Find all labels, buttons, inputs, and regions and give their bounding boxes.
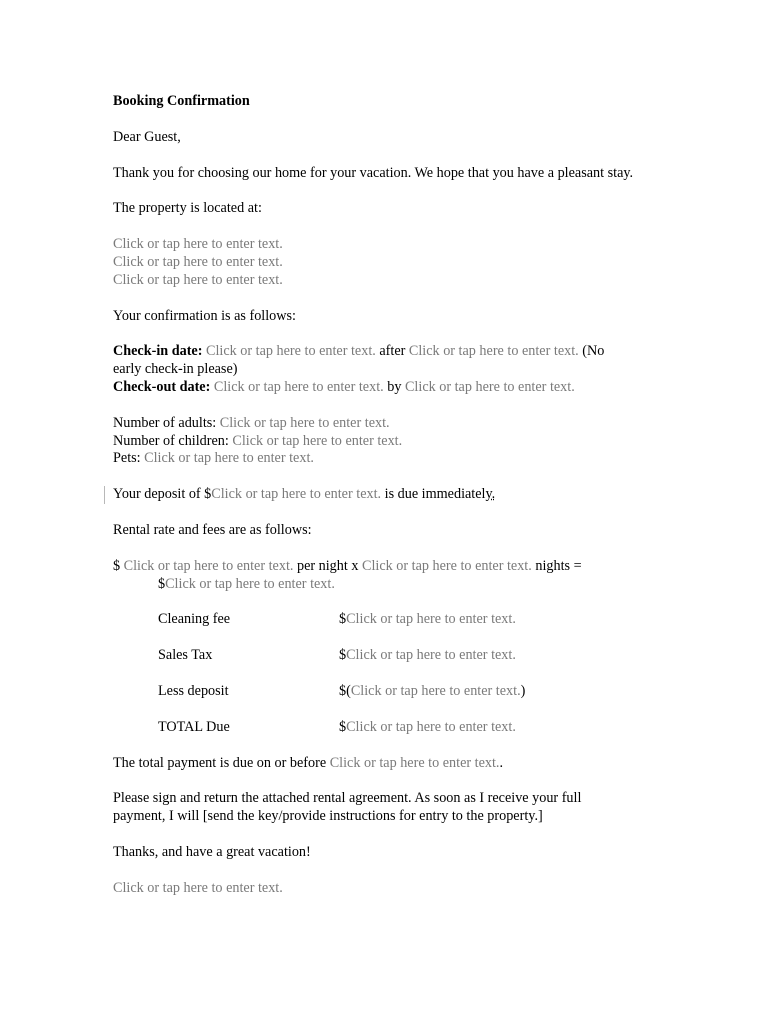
checkout-time-field[interactable]: Click or tap here to enter text. (404, 378, 575, 395)
nightly-rate-field[interactable]: Click or tap here to enter text. (123, 557, 294, 574)
location-label: The property is located at: (113, 200, 262, 217)
sign-paragraph: Please sign and return the attached rental agreement. As soon as I receive your full payment, I will [send the key/provide instructions for entry to the property.] (113, 790, 582, 825)
intro-paragraph: Thank you for choosing our home for your vacation. We hope that you have a pleasant stay. (113, 164, 634, 181)
checkout-date-field[interactable]: Click or tap here to enter text. (213, 378, 384, 395)
fee-value: $Click or tap here to enter text. (339, 647, 516, 664)
fee-value: $(Click or tap here to enter text.) (339, 682, 526, 699)
fee-value: $Click or tap here to enter text. (339, 718, 516, 735)
adults-field[interactable]: Click or tap here to enter text. (219, 414, 390, 431)
rates-label: Rental rate and fees are as follows: (113, 521, 312, 538)
rate-calculation (113, 558, 653, 594)
children-label: Number of children: (113, 432, 229, 449)
fee-row-less-deposit (158, 683, 653, 701)
children-field[interactable]: Click or tap here to enter text. (232, 432, 403, 449)
checkin-note-1: (No (578, 343, 605, 360)
payment-due-prefix: The total payment is due on or before (113, 754, 330, 771)
document-page (113, 93, 653, 916)
children-line (113, 433, 653, 451)
signature-block (113, 880, 653, 898)
document-title: Booking Confirmation (113, 93, 250, 109)
checkin-time-field[interactable]: Click or tap here to enter text. (408, 343, 579, 360)
deposit-suffix: is due immediately (381, 486, 492, 503)
guests-block (113, 415, 653, 468)
address-line-1-field[interactable]: Click or tap here to enter text. (113, 236, 283, 253)
fee-row-sales-tax (158, 647, 653, 665)
fee-value: $Click or tap here to enter text. (339, 611, 516, 628)
payment-due-suffix: . (499, 754, 504, 771)
fee-label: TOTAL Due (158, 718, 230, 735)
fee-row-cleaning (158, 611, 653, 629)
pets-label: Pets: (113, 450, 141, 467)
deposit-prefix: Your deposit of $ (113, 486, 212, 503)
checkout-by-text: by (383, 378, 405, 395)
fee-label: Sales Tax (158, 647, 213, 664)
address-line-3-field[interactable]: Click or tap here to enter text. (113, 271, 283, 288)
checkin-line (113, 343, 653, 361)
total-due-field[interactable]: Click or tap here to enter text. (346, 718, 516, 735)
less-deposit-field[interactable]: Click or tap here to enter text. (350, 682, 521, 699)
pets-field[interactable]: Click or tap here to enter text. (144, 450, 314, 467)
rate-total-line (113, 576, 653, 594)
adults-label: Number of adults: (113, 414, 217, 431)
dates-block (113, 343, 653, 396)
deposit-period: . (491, 486, 496, 503)
greeting: Dear Guest, (113, 128, 181, 145)
checkout-label: Check-out date: (113, 378, 211, 395)
payment-due-date-field[interactable]: Click or tap here to enter text. (329, 754, 500, 771)
deposit-line (113, 486, 653, 504)
sales-tax-field[interactable]: Click or tap here to enter text. (346, 647, 516, 664)
nights-field[interactable]: Click or tap here to enter text. (362, 557, 532, 574)
checkin-note-2: early check-in please) (113, 361, 238, 378)
checkin-label: Check-in date: (113, 343, 203, 360)
address-block (113, 236, 653, 289)
signature-field[interactable]: Click or tap here to enter text. (113, 879, 283, 896)
confirmation-label: Your confirmation is as follows: (113, 307, 296, 324)
checkin-after-text: after (375, 343, 409, 360)
address-line-2-field[interactable]: Click or tap here to enter text. (113, 253, 283, 270)
per-night-text: per night x (293, 557, 362, 574)
fee-label: Cleaning fee (158, 611, 231, 628)
pets-line (113, 450, 653, 468)
payment-due-line (113, 755, 653, 773)
fee-row-total-due (158, 719, 653, 737)
cleaning-fee-field[interactable]: Click or tap here to enter text. (346, 611, 516, 628)
rate-total-dollar: $ (158, 575, 166, 592)
text-cursor (104, 486, 105, 504)
checkout-line (113, 379, 653, 397)
fee-label: Less deposit (158, 682, 229, 699)
deposit-amount-field[interactable]: Click or tap here to enter text. (211, 486, 382, 503)
rate-total-field[interactable]: Click or tap here to enter text. (165, 575, 335, 592)
rate-dollar: $ (113, 557, 124, 574)
checkin-date-field[interactable]: Click or tap here to enter text. (206, 343, 376, 360)
rate-line (113, 558, 653, 576)
closing-line: Thanks, and have a great vacation! (113, 843, 311, 860)
nights-text: nights = (531, 557, 582, 574)
adults-line (113, 415, 653, 433)
